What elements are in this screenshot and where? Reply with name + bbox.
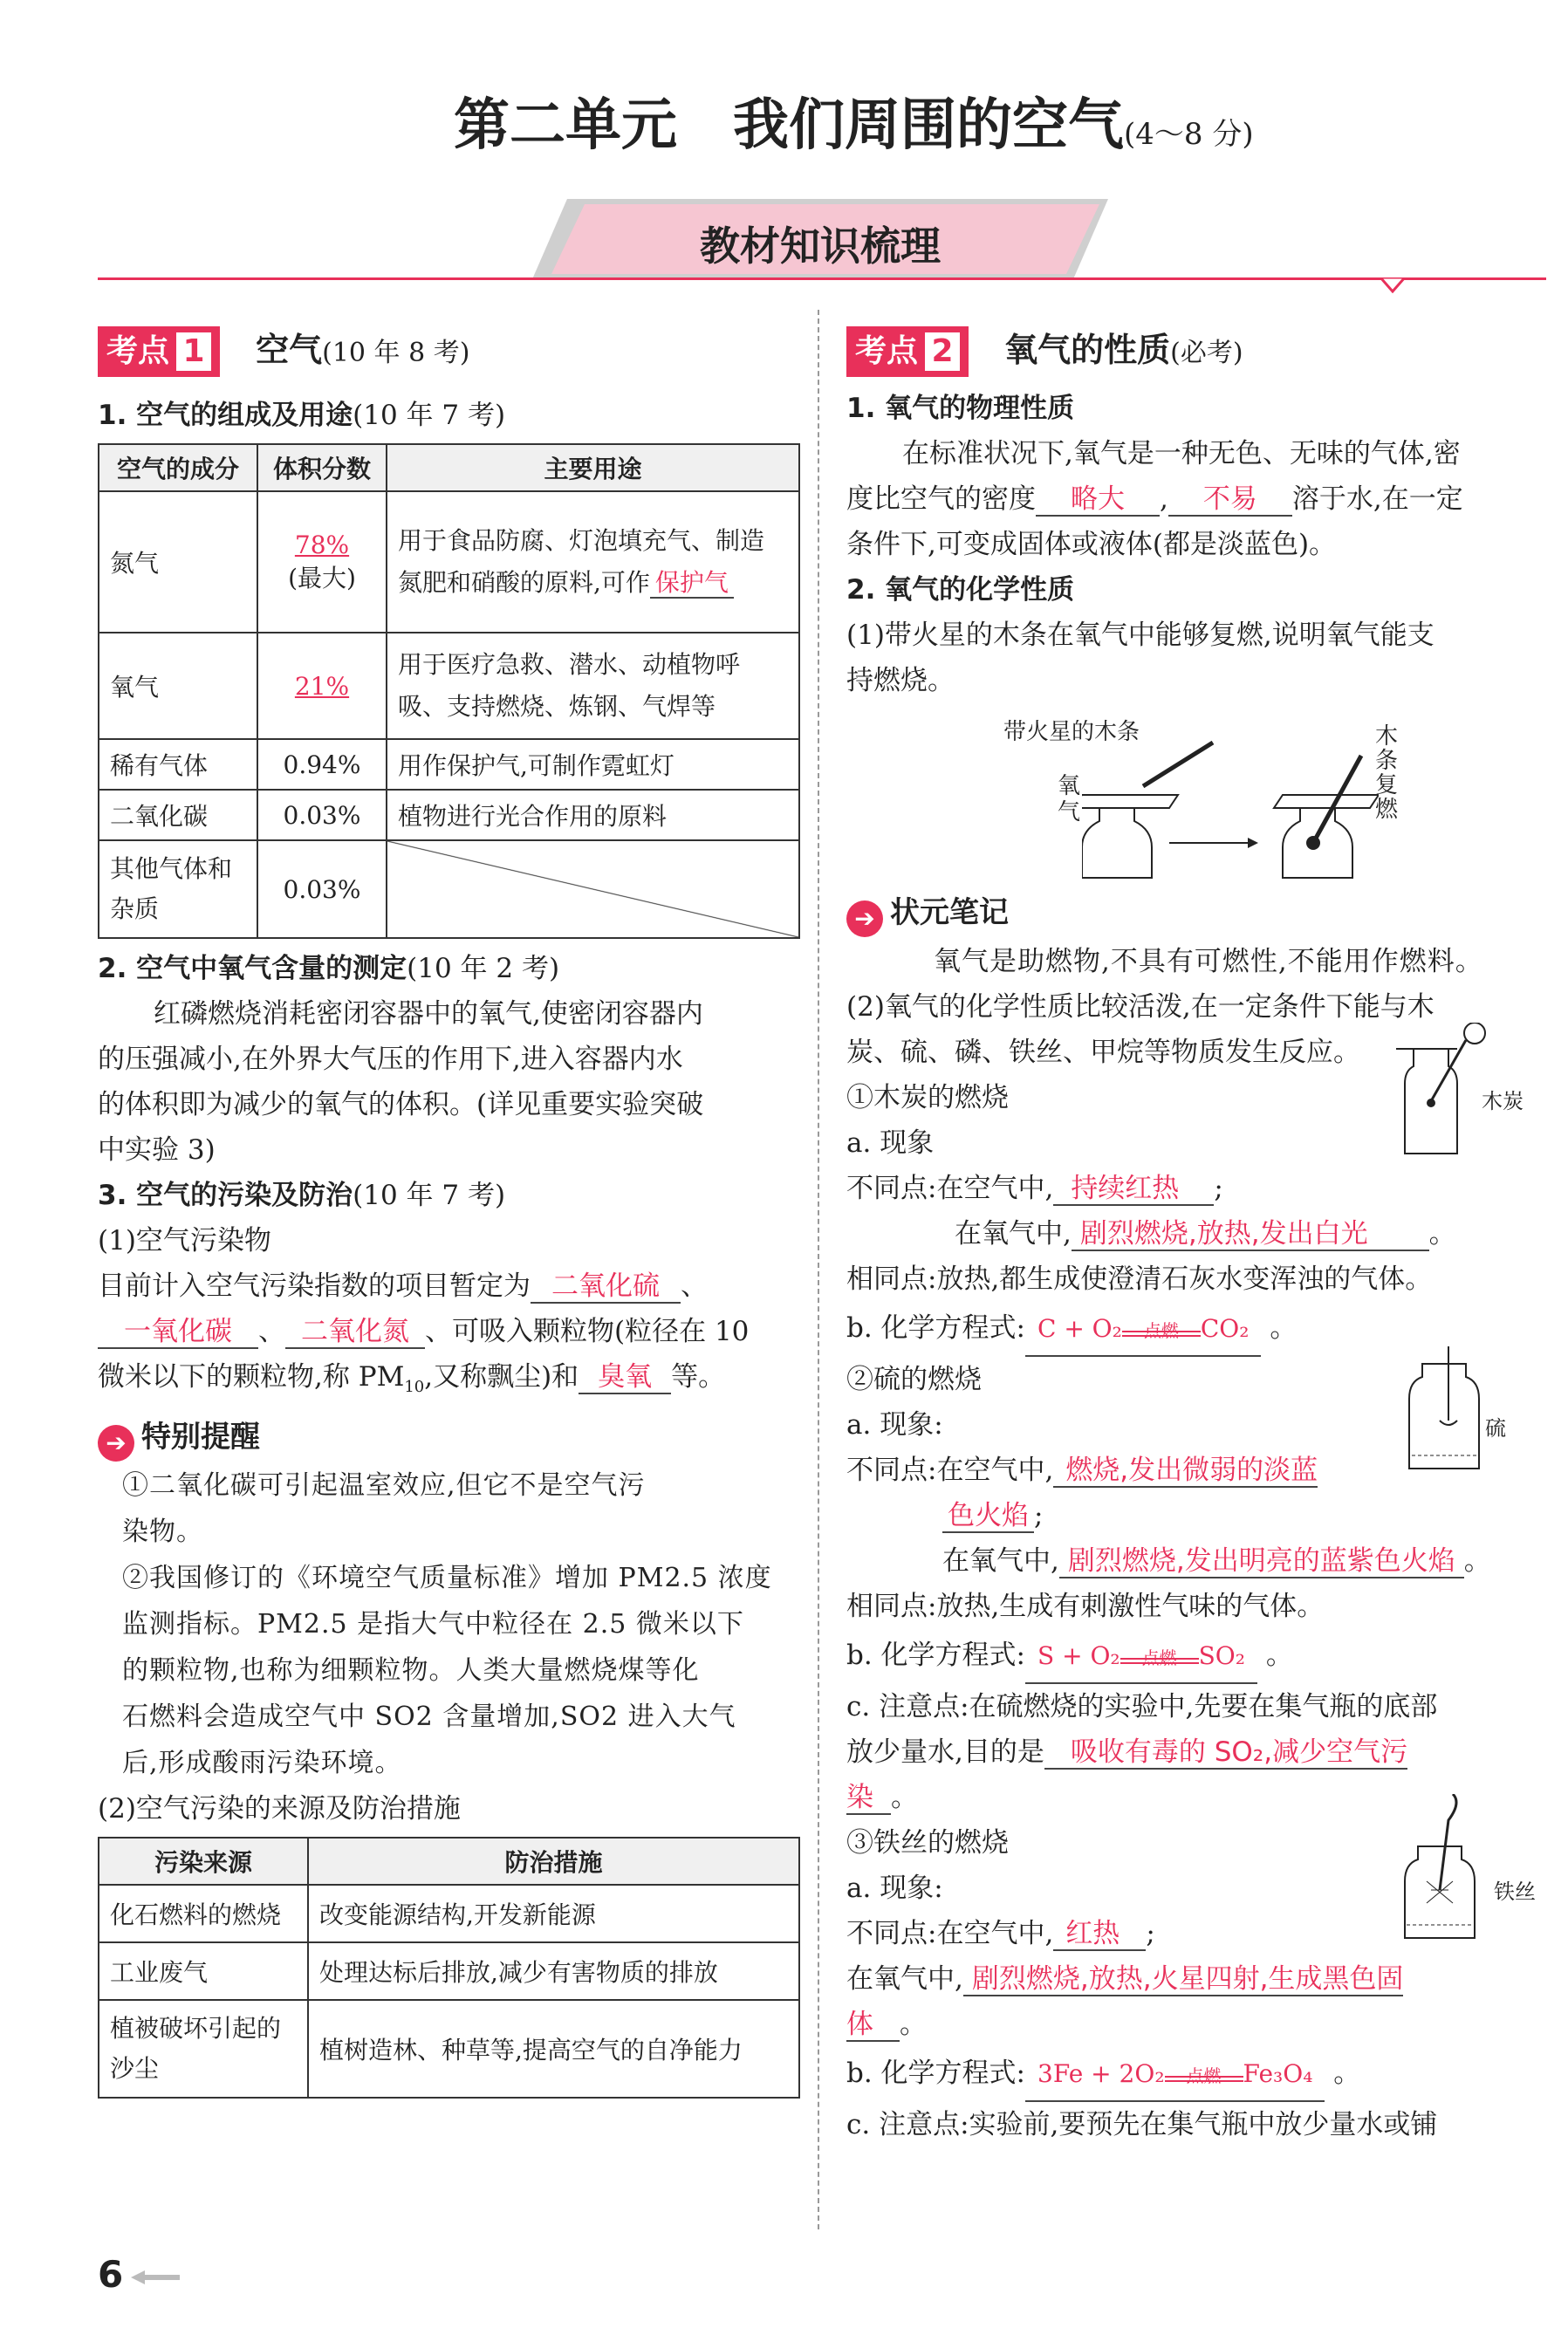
phenomenon-label: a. 现象 — [846, 1127, 935, 1159]
paragraph-line: 染 。 — [846, 1782, 918, 1813]
table-cell: 21% — [257, 633, 387, 739]
table-cell: 植树造林、种草等,提高空气的自净能力 — [308, 2000, 799, 2098]
paragraph-line: 一氧化碳 、 二氧化氮 、可吸入颗粒物(粒径在 10 — [98, 1309, 800, 1354]
paragraph-line: 在标准状况下,氧气是一种无色、无味的气体,密 — [902, 438, 1461, 469]
table-cell: 工业废气 — [99, 1942, 308, 2000]
paragraph-line: 不同点:在空气中, 燃烧,发出微弱的淡蓝 — [846, 1455, 1318, 1486]
table-cell: 处理达标后排放,减少有害物质的排放 — [308, 1942, 799, 2000]
figure-label: 木炭 — [1482, 1089, 1523, 1113]
table-row — [99, 1942, 799, 2000]
page-number: 6 — [98, 2253, 124, 2296]
charcoal-heading: ①木炭的燃烧 — [846, 1082, 1009, 1113]
gas-jar-diagram-icon — [1082, 721, 1379, 887]
table-cell: 植物进行光合作用的原料 — [387, 790, 799, 840]
right-column — [846, 323, 1544, 2147]
paragraph-line: 持燃烧。 — [846, 665, 955, 696]
banner-divider — [98, 277, 1546, 280]
title-main: 第二单元 我们周围的空气 — [454, 92, 1124, 158]
table-row — [99, 840, 799, 938]
table-cell: 氮气 — [99, 491, 257, 633]
pollution-table — [98, 1837, 800, 2099]
figure-label: 氧气 — [1058, 773, 1081, 825]
sulfur-heading: ②硫的燃烧 — [846, 1364, 982, 1395]
page-arrow-icon — [131, 2269, 183, 2286]
figure-label: 木条复燃 — [1375, 723, 1399, 823]
equation-line: b. 化学方程式: S + O₂ 点燃 SO₂ 。 — [846, 1629, 1544, 1684]
phenomenon-label: a. 现象: — [846, 1409, 943, 1441]
note-header: ➔ 状元笔记 — [846, 887, 1544, 939]
table-cell: 用于食品防腐、灯泡填充气、制造氮肥和硝酸的原料,可作 保护气 — [387, 491, 799, 633]
figure-label: 铁丝 — [1494, 1880, 1536, 1904]
column-divider — [818, 310, 819, 2229]
table-row — [99, 491, 799, 633]
note-header: ➔ 特别提醒 — [98, 1412, 800, 1462]
exam-point-title: 空气 — [256, 331, 323, 369]
note-line: 后,形成酸雨污染环境。 — [122, 1748, 402, 1779]
paragraph-line: 不同点:在空气中, 持续红热 ; — [846, 1173, 1223, 1204]
paragraph-line: 条件下,可变成固体或液体(都是淡蓝色)。 — [846, 529, 1337, 560]
phenomenon-label: a. 现象: — [846, 1873, 943, 1904]
paragraph-line: 放少量水,目的是 吸收有毒的 SO₂,减少空气污 — [846, 1736, 1408, 1768]
table-header-row — [99, 444, 799, 491]
arrow-right-icon: ➔ — [98, 1425, 134, 1462]
exam-point-title: 氧气的性质 — [1004, 331, 1171, 369]
section-banner — [532, 199, 1108, 279]
note-line: 染物。 — [122, 1517, 203, 1548]
table-cell: 植被破坏引起的沙尘 — [99, 2000, 308, 2098]
left-column — [98, 323, 800, 2099]
table-cell: 0.03% — [257, 840, 387, 938]
paragraph-line: 度比空气的密度 略大 , 不易 溶于水,在一定 — [846, 483, 1463, 515]
table-header: 主要用途 — [387, 444, 799, 491]
table-row — [99, 2000, 799, 2098]
subsection-heading: (1)空气污染物 — [98, 1225, 271, 1257]
exam-point-1 — [98, 323, 800, 380]
section-3-heading: 3. 空气的污染及防治(10 年 7 考) — [98, 1180, 506, 1211]
table-cell: 改变能源结构,开发新能源 — [308, 1885, 799, 1942]
paragraph-line: 的体积即为减少的氧气的体积。(详见重要实验突破 — [98, 1089, 704, 1120]
table-cell: 稀有气体 — [99, 739, 257, 790]
title-score: (4～8 分) — [1124, 117, 1254, 152]
paragraph-line: c. 注意点:在硫燃烧的实验中,先要在集气瓶的底部 — [846, 1691, 1438, 1722]
paragraph-line: 炭、硫、磷、铁丝、甲烷等物质发生反应。 — [846, 1037, 1360, 1068]
iron-heading: ③铁丝的燃烧 — [846, 1827, 1009, 1859]
table-header: 空气的成分 — [99, 444, 257, 491]
page-title — [454, 80, 1254, 161]
divider-notch-icon — [1380, 277, 1405, 293]
paragraph-line: 目前计入空气污染指数的项目暂定为 二氧化硫 、 — [98, 1270, 708, 1302]
arrow-right-icon: ➔ — [846, 900, 883, 937]
table-row — [99, 1885, 799, 1942]
paragraph-line: 的压强减小,在外界大气压的作用下,进入容器内水 — [98, 1044, 683, 1075]
table-cell: 78% (最大) — [257, 491, 387, 633]
table-row — [99, 790, 799, 840]
paragraph-line: 微米以下的颗粒物,称 $PM_{10}$,又称飘尘)和 臭氧 等。 — [98, 1361, 726, 1397]
exam-point-tag: 考点 2 — [846, 326, 969, 377]
figure-label: 硫 — [1485, 1416, 1506, 1441]
note-line: ①二氧化碳可引起温室效应,但它不是空气污 — [122, 1470, 646, 1502]
sulfur-section — [846, 1357, 1544, 1820]
rekindle-figure — [846, 703, 1544, 887]
section-2-heading: 2. 空气中氧气含量的测定(10 年 2 考) — [98, 953, 560, 984]
note-text: 氧气是助燃物,不具有可燃性,不能用作燃料。 — [934, 946, 1483, 977]
table-row — [99, 633, 799, 739]
exam-point-tag: 考点 1 — [98, 326, 220, 377]
composition-table — [98, 443, 800, 939]
banner-title: 教材知识梳理 — [700, 223, 941, 270]
table-header: 污染来源 — [99, 1838, 308, 1885]
paragraph-line: 相同点:放热,生成有刺激性气味的气体。 — [846, 1591, 1325, 1622]
note-line: 的颗粒物,也称为细颗粒物。人类大量燃烧煤等化 — [122, 1655, 700, 1687]
table-header-row — [99, 1838, 799, 1885]
exam-point-2 — [846, 323, 1544, 380]
iron-jar-icon — [1396, 1794, 1510, 1942]
table-header: 体积分数 — [257, 444, 387, 491]
table-row — [99, 739, 799, 790]
figure-label: 带火星的木条 — [1003, 719, 1140, 745]
table-cell: 化石燃料的燃烧 — [99, 1885, 308, 1942]
paragraph-line: 在氧气中, 剧烈燃烧,发出明亮的蓝紫色火焰 。 — [942, 1545, 1491, 1577]
exam-point-sub: (必考) — [1170, 338, 1243, 368]
exam-point-sub: (10 年 8 考) — [322, 338, 470, 368]
iron-section — [846, 1820, 1544, 2147]
paragraph-line: 中实验 3) — [98, 1134, 216, 1166]
paragraph-line: 红磷燃烧消耗密闭容器中的氧气,使密闭容器内 — [154, 998, 703, 1030]
subsection-heading: (2)空气污染的来源及防治措施 — [98, 1793, 461, 1825]
paragraph-line: (2)氧气的化学性质比较活泼,在一定条件下能与木 — [846, 991, 1434, 1023]
chemical-heading: 2. 氧气的化学性质 — [846, 574, 1075, 606]
paragraph-line: (1)带火星的木条在氧气中能够复燃,说明氧气能支 — [846, 620, 1434, 651]
physical-heading: 1. 氧气的物理性质 — [846, 393, 1075, 424]
paragraph-line: 相同点:放热,都生成使澄清石灰水变浑浊的气体。 — [846, 1263, 1433, 1295]
table-cell: 二氧化碳 — [99, 790, 257, 840]
equation-line: b. 化学方程式: 3Fe + 2O₂ 点燃 Fe₃O₄ 。 — [846, 2047, 1544, 2102]
table-cell: 0.94% — [257, 739, 387, 790]
paragraph-line: 在氧气中, 剧烈燃烧,放热,火星四射,生成黑色固 — [846, 1963, 1404, 1995]
table-cell: 0.03% — [257, 790, 387, 840]
paragraph-line: 不同点:在空气中, 红热 ; — [846, 1918, 1155, 1949]
table-cell: 用作保护气,可制作霓虹灯 — [387, 739, 799, 790]
note-line: 石燃料会造成空气中 SO2 含量增加,SO2 进入大气 — [122, 1702, 736, 1733]
equation-line: b. 化学方程式: C + O₂ 点燃 CO₂ 。 — [846, 1302, 1544, 1357]
table-cell-empty — [387, 840, 799, 938]
table-header: 防治措施 — [308, 1838, 799, 1885]
charcoal-section — [846, 1075, 1544, 1357]
section-1-heading: 1. 空气的组成及用途(10 年 7 考) — [98, 400, 506, 431]
table-cell: 其他气体和杂质 — [99, 840, 257, 938]
note-line: ②我国修订的《环境空气质量标准》增加 PM2.5 浓度 — [122, 1563, 772, 1594]
note-body — [98, 1462, 800, 1786]
paragraph-line: 色火焰 ; — [846, 1493, 1544, 1538]
table-cell: 氧气 — [99, 633, 257, 739]
paragraph-line: 在氧气中, 剧烈燃烧,放热,发出白光 。 — [955, 1218, 1456, 1250]
table-cell: 用于医疗急救、潜水、动植物呼吸、支持燃烧、炼钢、气焊等 — [387, 633, 799, 739]
paragraph-line: c. 注意点:实验前,要预先在集气瓶中放少量水或铺 — [846, 2109, 1438, 2140]
paragraph-line: 体 。 — [846, 2009, 927, 2040]
note-line: 监测指标。PM2.5 是指大气中粒径在 2.5 微米以下 — [122, 1609, 744, 1640]
